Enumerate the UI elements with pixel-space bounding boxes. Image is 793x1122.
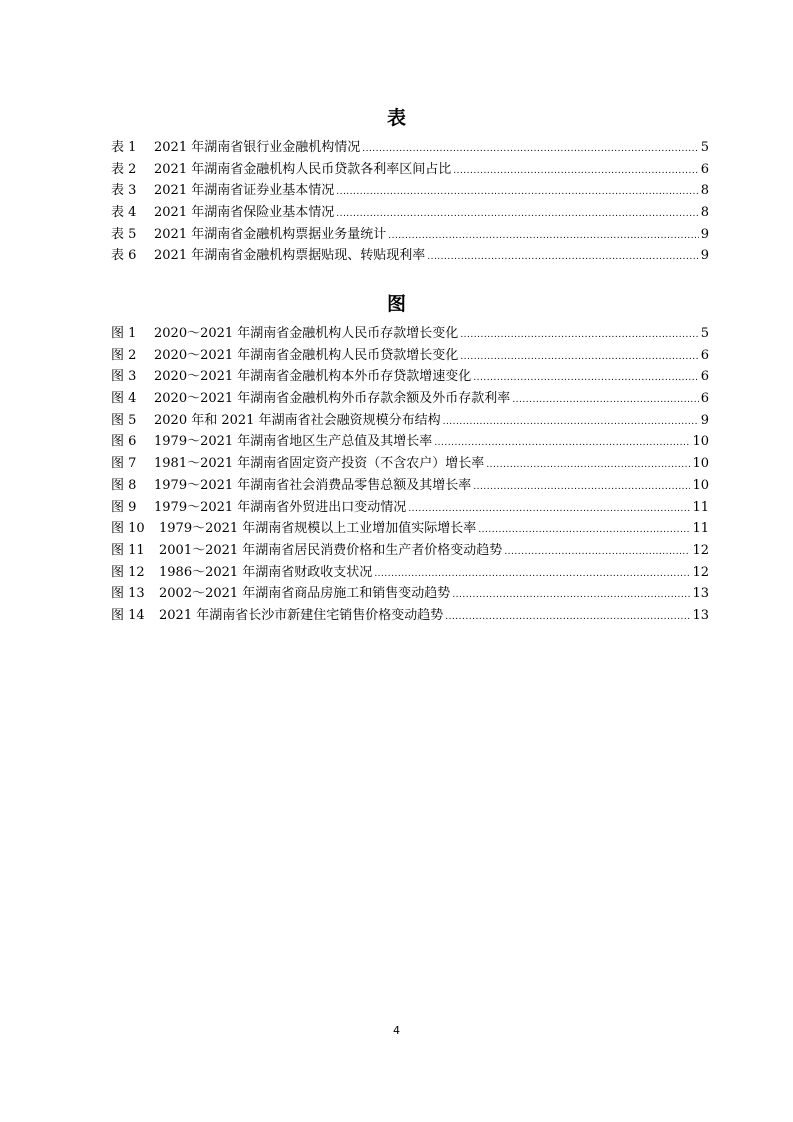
entry-label: 图 2 [111, 347, 137, 363]
entry-title: 2021 年湖南省金融机构票据业务量统计 [154, 226, 387, 242]
dot-leader [374, 564, 690, 586]
entry-label: 表 2 [111, 161, 137, 177]
figure-list-entry[interactable] [111, 366, 709, 388]
dot-leader [478, 520, 690, 542]
entry-label: 图 9 [111, 499, 137, 515]
entry-page-number: 9 [700, 412, 709, 428]
entry-label: 图 7 [111, 456, 137, 472]
entry-title: 2021 年湖南省金融机构人民币贷款各利率区间占比 [154, 161, 452, 177]
entry-title: 2021 年湖南省证券业基本情况 [154, 183, 335, 199]
figure-list-entry[interactable] [111, 497, 709, 519]
entry-label: 图 6 [111, 434, 137, 450]
entry-title: 2020～2021 年湖南省金融机构人民币贷款增长变化 [154, 347, 459, 363]
entry-title: 1981～2021 年湖南省固定资产投资（不含农户）增长率 [154, 456, 485, 472]
entry-title: 1986～2021 年湖南省财政收支状况 [159, 564, 373, 580]
dot-leader [336, 204, 699, 226]
table-list-entry[interactable] [111, 202, 709, 224]
figure-list-entry[interactable] [111, 562, 709, 584]
entry-title: 2002～2021 年湖南省商品房施工和销售变动趋势 [159, 586, 451, 602]
entry-label: 表 3 [111, 183, 137, 199]
entry-page-number: 10 [692, 477, 709, 493]
entry-label: 图 11 [111, 542, 145, 558]
figure-list-entry[interactable] [111, 323, 709, 345]
entry-label: 图 8 [111, 477, 137, 493]
entry-page-number: 6 [700, 347, 709, 363]
entry-page-number: 9 [700, 226, 709, 242]
entry-page-number: 5 [700, 140, 709, 155]
figure-list-entry[interactable] [111, 388, 709, 410]
dot-leader [473, 368, 698, 390]
entry-page-number: 11 [692, 499, 709, 515]
figure-list-entry[interactable] [111, 583, 709, 605]
entry-label: 图 4 [111, 391, 137, 407]
entry-page-number: 12 [692, 564, 709, 580]
tables-section-title: 表 [386, 107, 406, 129]
entry-label: 表 6 [111, 248, 137, 264]
entry-label: 表 4 [111, 205, 137, 221]
dot-leader [427, 247, 699, 269]
figure-list-entry[interactable] [111, 518, 709, 540]
figure-list-entry[interactable] [111, 410, 709, 432]
entry-label: 图 1 [111, 326, 137, 341]
entry-label: 图 10 [111, 521, 145, 537]
entry-label: 表 1 [111, 140, 137, 155]
entry-label: 图 14 [111, 607, 145, 623]
entry-label: 图 3 [111, 369, 137, 385]
figure-list-entry[interactable] [111, 345, 709, 367]
entry-title: 2021 年湖南省金融机构票据贴现、转贴现利率 [154, 248, 426, 264]
dot-leader [434, 433, 690, 455]
tables-toc-list [111, 137, 709, 267]
page-number: 4 [393, 1024, 400, 1037]
table-list-entry[interactable] [111, 245, 709, 267]
entry-page-number: 9 [700, 248, 709, 264]
entry-page-number: 10 [692, 434, 709, 450]
table-list-entry[interactable] [111, 137, 709, 159]
dot-leader [460, 347, 698, 369]
entry-page-number: 8 [700, 183, 709, 199]
dot-leader [388, 226, 699, 248]
entry-label: 图 12 [111, 564, 145, 580]
entry-page-number: 6 [700, 161, 709, 177]
table-list-entry[interactable] [111, 159, 709, 181]
entry-title: 2020～2021 年湖南省金融机构人民币存款增长变化 [154, 326, 459, 341]
entry-page-number: 5 [700, 326, 709, 341]
entry-title: 1979～2021 年湖南省社会消费品零售总额及其增长率 [154, 477, 472, 493]
table-list-entry[interactable] [111, 224, 709, 246]
dot-leader [445, 607, 690, 629]
dot-leader [473, 477, 690, 499]
entry-page-number: 8 [700, 205, 709, 221]
entry-page-number: 12 [692, 542, 709, 558]
figure-list-entry[interactable] [111, 475, 709, 497]
figures-toc-list [111, 323, 709, 627]
dot-leader [443, 412, 699, 434]
figure-list-entry[interactable] [111, 540, 709, 562]
dot-leader [408, 499, 690, 521]
entry-label: 图 13 [111, 586, 145, 602]
entry-title: 2020～2021 年湖南省金融机构外币存款余额及外币存款利率 [154, 391, 511, 407]
dot-leader [453, 161, 699, 183]
entry-title: 2021 年湖南省保险业基本情况 [154, 205, 335, 221]
entry-title: 2021 年湖南省长沙市新建住宅销售价格变动趋势 [159, 607, 444, 623]
dot-leader [452, 585, 690, 607]
entry-page-number: 10 [692, 456, 709, 472]
dot-leader [362, 139, 699, 161]
figure-list-entry[interactable] [111, 605, 709, 627]
entry-title: 2020 年和 2021 年湖南省社会融资规模分布结构 [154, 412, 441, 428]
figures-section-title: 图 [386, 293, 406, 315]
entry-page-number: 13 [692, 586, 709, 602]
dot-leader [336, 182, 699, 204]
dot-leader [460, 325, 698, 347]
entry-title: 2001～2021 年湖南省居民消费价格和生产者价格变动趋势 [159, 542, 503, 558]
dot-leader [504, 542, 690, 564]
table-list-entry[interactable] [111, 180, 709, 202]
entry-page-number: 11 [692, 521, 709, 537]
dot-leader [486, 455, 690, 477]
entry-title: 1979～2021 年湖南省规模以上工业增加值实际增长率 [159, 521, 477, 537]
entry-label: 表 5 [111, 226, 137, 242]
entry-page-number: 13 [692, 607, 709, 623]
entry-title: 1979～2021 年湖南省外贸进出口变动情况 [154, 499, 407, 515]
entry-label: 图 5 [111, 412, 137, 428]
entry-page-number: 6 [700, 369, 709, 385]
entry-page-number: 6 [700, 391, 709, 407]
figure-list-entry[interactable] [111, 453, 709, 475]
figure-list-entry[interactable] [111, 431, 709, 453]
entry-title: 1979～2021 年湖南省地区生产总值及其增长率 [154, 434, 433, 450]
entry-title: 2021 年湖南省银行业金融机构情况 [154, 140, 361, 155]
dot-leader [512, 390, 698, 412]
entry-title: 2020～2021 年湖南省金融机构本外币存贷款增速变化 [154, 369, 472, 385]
